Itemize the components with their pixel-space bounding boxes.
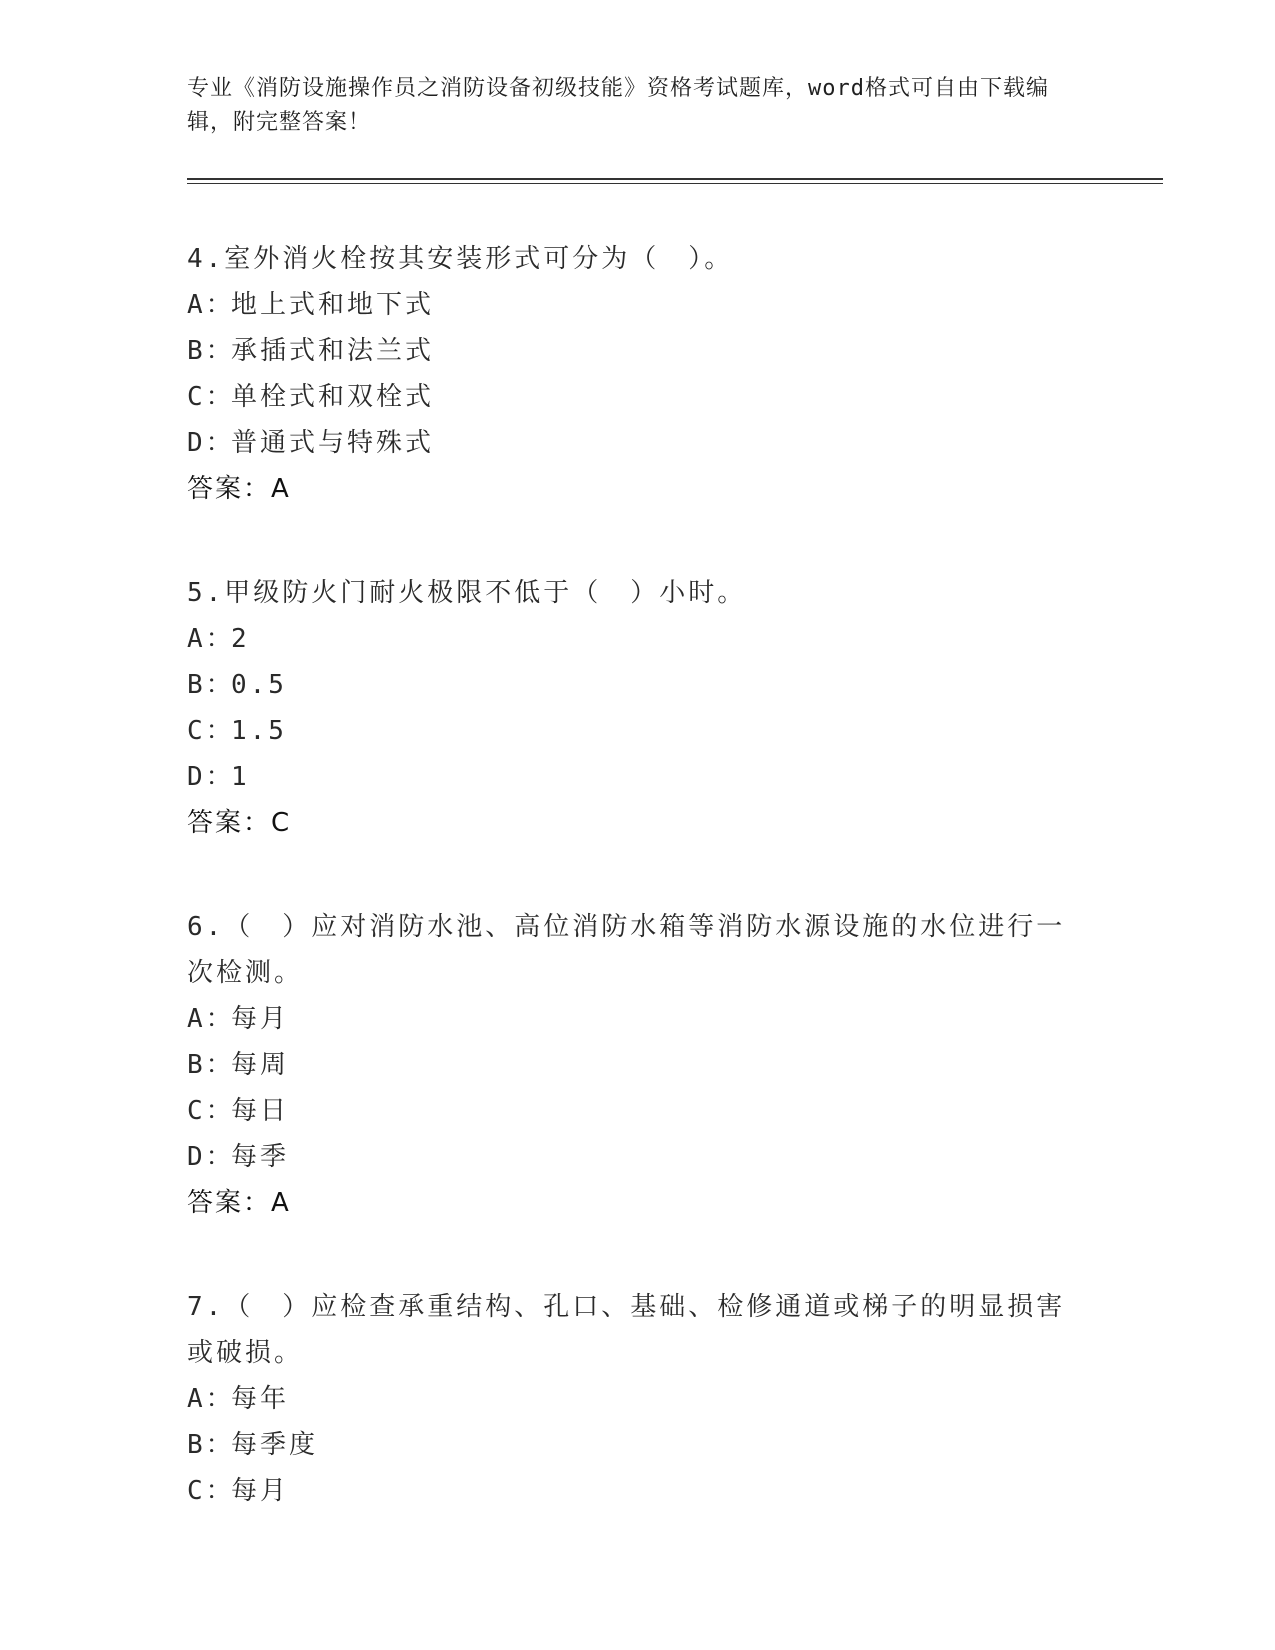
- answer-label: 答案：: [187, 1188, 272, 1218]
- option-text: 地上式和地下式: [231, 290, 435, 320]
- option-letter: A：: [187, 624, 235, 654]
- answer-line: [187, 800, 1067, 846]
- option-text: 普通式与特殊式: [231, 428, 435, 458]
- option-letter: B：: [187, 670, 235, 700]
- option-a: [187, 1376, 1067, 1422]
- option-letter: A：: [187, 1384, 235, 1414]
- answer-line: [187, 1180, 1067, 1226]
- question-text: 7.（ ）应检查承重结构、孔口、基础、检修通道或梯子的明显损害或破损。: [187, 1292, 1066, 1368]
- option-d: [187, 420, 1067, 466]
- option-c: [187, 374, 1067, 420]
- option-letter: B：: [187, 336, 235, 366]
- document-header: 专业《消防设施操作员之消防设备初级技能》资格考试题库，word格式可自由下载编辑，附完整答案！: [187, 76, 1049, 135]
- option-text: 每年: [231, 1384, 290, 1414]
- answer-value: A: [271, 474, 291, 504]
- option-b: [187, 1042, 1067, 1088]
- option-c: [187, 1088, 1067, 1134]
- option-letter: A：: [187, 1004, 235, 1034]
- option-text: 每周: [231, 1050, 290, 1080]
- option-d: [187, 754, 1067, 800]
- option-letter: C：: [187, 1096, 235, 1126]
- option-text: 每季: [231, 1142, 290, 1172]
- question-4: [187, 236, 1067, 512]
- header-divider-thin: [187, 183, 1163, 184]
- option-d: [187, 1134, 1067, 1180]
- option-b: [187, 1422, 1067, 1468]
- option-letter: D：: [187, 1142, 235, 1172]
- option-letter: B：: [187, 1430, 235, 1460]
- question-list: [187, 236, 1067, 1572]
- answer-label: 答案：: [187, 808, 272, 838]
- option-letter: C：: [187, 716, 235, 746]
- header-divider-thick: [187, 178, 1163, 180]
- answer-value: A: [271, 1188, 291, 1218]
- option-letter: A：: [187, 290, 235, 320]
- answer-line: [187, 466, 1067, 512]
- option-text: 单栓式和双栓式: [231, 382, 435, 412]
- question-text: 4.室外消火栓按其安装形式可分为（ ）。: [187, 244, 734, 274]
- option-b: [187, 662, 1067, 708]
- option-text: 承插式和法兰式: [231, 336, 435, 366]
- question-text: 6.（ ）应对消防水池、高位消防水箱等消防水源设施的水位进行一次检测。: [187, 912, 1066, 988]
- option-a: [187, 282, 1067, 328]
- option-text: 2: [231, 624, 250, 654]
- option-c: [187, 708, 1067, 754]
- option-text: 1: [231, 762, 250, 792]
- option-letter: C：: [187, 382, 235, 412]
- option-text: 每月: [231, 1004, 290, 1034]
- option-text: 0.5: [231, 670, 287, 700]
- question-5: [187, 570, 1067, 846]
- option-text: 1.5: [231, 716, 287, 746]
- answer-value: C: [271, 808, 292, 838]
- question-6: [187, 904, 1067, 1226]
- option-b: [187, 328, 1067, 374]
- option-a: [187, 996, 1067, 1042]
- option-letter: D：: [187, 428, 235, 458]
- option-text: 每季度: [231, 1430, 319, 1460]
- option-text: 每日: [231, 1096, 290, 1126]
- option-letter: D：: [187, 762, 235, 792]
- answer-label: 答案：: [187, 474, 272, 504]
- option-letter: B：: [187, 1050, 235, 1080]
- option-c: [187, 1468, 1067, 1514]
- option-a: [187, 616, 1067, 662]
- question-text: 5.甲级防火门耐火极限不低于（ ）小时。: [187, 578, 747, 608]
- question-7: [187, 1284, 1067, 1514]
- option-text: 每月: [231, 1476, 290, 1506]
- option-letter: C：: [187, 1476, 235, 1506]
